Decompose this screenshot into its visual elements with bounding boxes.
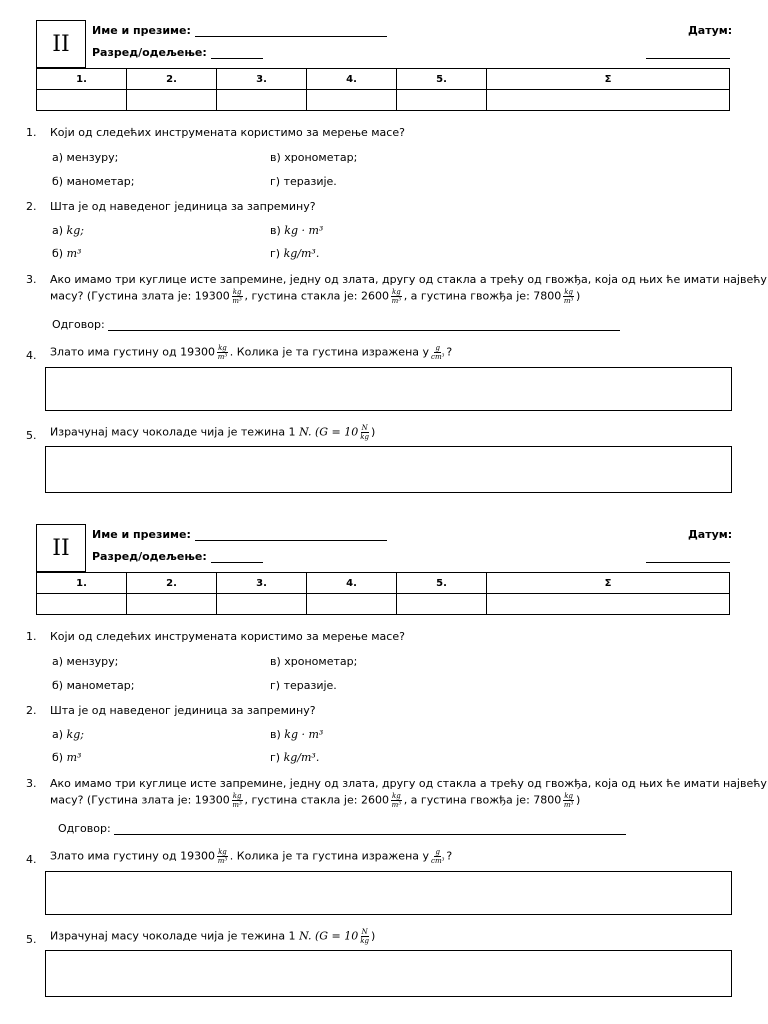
q3-number: 3. [26,273,37,286]
score-header-sum: Σ [487,69,730,90]
score-cell-1[interactable] [37,90,127,111]
score-header-2: 2. [127,69,217,90]
date-label: Датум: [688,528,733,541]
q4-answer-box[interactable] [45,367,732,411]
q2-text: Шта је од наведеног јединица за запремину? [50,704,316,717]
q2-option-v [270,728,323,741]
q5-text [50,928,375,945]
frac-num: kg [391,792,401,800]
q5-text-b: . (G = 10 [307,425,359,439]
score-cell-5[interactable] [397,90,487,111]
q4-text [50,848,452,865]
fraction-kg-m3 [232,792,243,809]
score-header-3: 3. [217,69,307,90]
q2-option-v [270,224,323,237]
q2-g-label: г) [270,247,281,260]
q5-unit: N [299,929,308,943]
q2-b-value: m³ [66,247,82,260]
fraction-kg-m3 [391,288,402,305]
class-field [92,550,263,563]
name-label: Име и презиме: [92,24,191,37]
frac-den: cm³ [431,857,445,865]
score-header-5: 5. [397,573,487,594]
score-header-sum: Σ [487,573,730,594]
q1-option-a: а) мензуру; [52,655,119,668]
score-cell-sum[interactable] [487,594,730,615]
frac-num: kg [564,792,574,800]
q4-text-c: ? [446,849,453,863]
q3-iron-density: , а густина гвожђа је: 7800 [403,793,562,807]
q3-line1: Ако имамо три куглице исте запремине, једну од злата, другу од стакла а трећу од гвожђа, која од њих ће имати највећу [50,777,767,790]
q2-g-value: kg/m³. [283,247,320,260]
q2-text: Шта је од наведеног јединица за запремину? [50,200,316,213]
q1-number: 1. [26,126,37,139]
answer-label: Одговор: [52,318,105,331]
q2-v-value: kg · m³ [284,224,324,237]
q4-text-c: ? [446,345,453,359]
score-header-3: 3. [217,573,307,594]
score-header-row [37,69,730,90]
q4-number: 4. [26,853,37,866]
q3-line1: Ако имамо три куглице исте запремине, једну од злата, другу од стакла а трећу од гвожђа, која од њих ће имати највећу [50,273,767,286]
score-table [36,68,730,111]
quiz-sheet-2 [0,524,768,1024]
date-line[interactable] [646,550,730,563]
q5-unit: N [299,425,308,439]
q1-option-b: б) манометар; [52,175,135,188]
frac-num: kg [232,792,242,800]
frac-num: g [435,848,440,856]
q3-answer [58,822,626,835]
quiz-sheet-1 [0,20,768,520]
score-header-row [37,573,730,594]
score-cell-3[interactable] [217,90,307,111]
q2-option-b [52,247,81,260]
score-cell-3[interactable] [217,594,307,615]
q4-answer-box[interactable] [45,871,732,915]
score-cell-4[interactable] [307,594,397,615]
q2-option-a [52,224,84,237]
q3-iron-density: , а густина гвожђа је: 7800 [403,289,562,303]
frac-den: m³ [391,297,402,305]
grade-box: II [36,20,86,68]
q5-text-a: Израчунај масу чоколаде чија је тежина 1 [50,929,296,943]
score-entry-row [37,594,730,615]
grade-box: II [36,524,86,572]
score-cell-2[interactable] [127,594,217,615]
name-field [92,528,387,541]
q4-text-b: . Колика је та густина изражена у [229,345,430,359]
score-entry-row [37,90,730,111]
class-field [92,46,263,59]
q2-option-b [52,751,81,764]
q2-g-label: г) [270,751,281,764]
fraction-kg-m3 [217,344,228,361]
q1-option-v: в) хронометар; [270,151,358,164]
q1-option-g: г) теразије. [270,679,337,692]
q5-text-b: . (G = 10 [307,929,359,943]
q2-number: 2. [26,704,37,717]
frac-den: m³ [563,297,574,305]
score-header-1: 1. [37,573,127,594]
q5-answer-box[interactable] [45,446,732,493]
q2-option-g [270,751,319,764]
q2-a-value: kg; [66,224,84,237]
q1-option-b: б) манометар; [52,679,135,692]
frac-num: kg [218,848,227,856]
q2-a-label: а) [52,224,64,237]
score-cell-4[interactable] [307,90,397,111]
date-label: Датум: [688,24,733,37]
q1-text: Који од следећих инструмената користимо за мерење масе? [50,630,405,643]
q5-text-c: ) [371,929,376,943]
score-cell-1[interactable] [37,594,127,615]
q5-number: 5. [26,933,37,946]
q3-glass-density: , густина стакла је: 2600 [244,793,389,807]
q2-v-label: в) [270,224,281,237]
name-line[interactable] [195,36,387,37]
frac-den: kg [360,937,369,945]
fraction-g-cm3 [431,344,444,361]
fraction-kg-m3 [563,288,574,305]
score-header-2: 2. [127,573,217,594]
q3-answer [52,318,620,331]
q1-text: Који од следећих инструмената користимо за мерење масе? [50,126,405,139]
name-line[interactable] [195,540,387,541]
q1-number: 1. [26,630,37,643]
q2-v-label: в) [270,728,281,741]
q2-number: 2. [26,200,37,213]
frac-num: N [361,928,368,936]
q5-text-c: ) [371,425,376,439]
q2-b-label: б) [52,751,64,764]
q2-g-value: kg/m³. [283,751,320,764]
q2-a-label: а) [52,728,64,741]
q3-glass-density: , густина стакла је: 2600 [244,289,389,303]
date-line[interactable] [646,46,730,59]
q5-text-a: Израчунај масу чоколаде чија је тежина 1 [50,425,296,439]
q3-close: ) [576,793,581,807]
fraction-n-kg [360,424,369,441]
q2-option-a [52,728,84,741]
answer-line[interactable] [108,330,620,331]
answer-label: Одговор: [58,822,111,835]
answer-line[interactable] [114,834,626,835]
class-label: Разред/одељење: [92,46,207,59]
q2-v-value: kg · m³ [284,728,324,741]
q3-gold-density: масу? (Густина злата је: 19300 [50,289,230,303]
fraction-kg-m3 [391,792,402,809]
q5-number: 5. [26,429,37,442]
q5-answer-box[interactable] [45,950,732,997]
q1-option-g: г) теразије. [270,175,337,188]
name-label: Име и презиме: [92,528,191,541]
q5-text [50,424,375,441]
q2-option-g [270,247,319,260]
q1-option-v: в) хронометар; [270,655,358,668]
frac-den: m³ [391,801,402,809]
fraction-kg-m3 [217,848,228,865]
fraction-n-kg [360,928,369,945]
score-header-4: 4. [307,69,397,90]
q4-text [50,344,452,361]
class-line[interactable] [211,58,263,59]
score-header-5: 5. [397,69,487,90]
frac-den: m³ [217,353,228,361]
score-cell-5[interactable] [397,594,487,615]
frac-num: kg [564,288,574,296]
frac-den: m³ [217,857,228,865]
frac-num: N [361,424,368,432]
score-table [36,572,730,615]
frac-num: g [435,344,440,352]
frac-num: kg [391,288,401,296]
q4-text-a: Злато има густину од 19300 [50,345,216,359]
q2-a-value: kg; [66,728,84,741]
name-field [92,24,387,37]
frac-den: m³ [232,801,242,809]
q2-b-value: m³ [66,751,82,764]
q2-b-label: б) [52,247,64,260]
class-label: Разред/одељење: [92,550,207,563]
score-cell-2[interactable] [127,90,217,111]
class-line[interactable] [211,562,263,563]
score-header-4: 4. [307,573,397,594]
frac-den: m³ [232,297,242,305]
q1-option-a: а) мензуру; [52,151,119,164]
frac-den: m³ [563,801,574,809]
frac-num: kg [232,288,242,296]
score-header-1: 1. [37,69,127,90]
q3-number: 3. [26,777,37,790]
q4-text-a: Злато има густину од 19300 [50,849,216,863]
frac-den: kg [360,433,369,441]
q3-gold-density: масу? (Густина злата је: 19300 [50,793,230,807]
q4-number: 4. [26,349,37,362]
q3-line2 [50,792,580,809]
q4-text-b: . Колика је та густина изражена у [229,849,430,863]
frac-den: cm³ [431,353,445,361]
score-cell-sum[interactable] [487,90,730,111]
fraction-kg-m3 [563,792,574,809]
fraction-kg-m3 [232,288,243,305]
q3-line2 [50,288,580,305]
q3-close: ) [576,289,581,303]
frac-num: kg [218,344,227,352]
fraction-g-cm3 [431,848,444,865]
